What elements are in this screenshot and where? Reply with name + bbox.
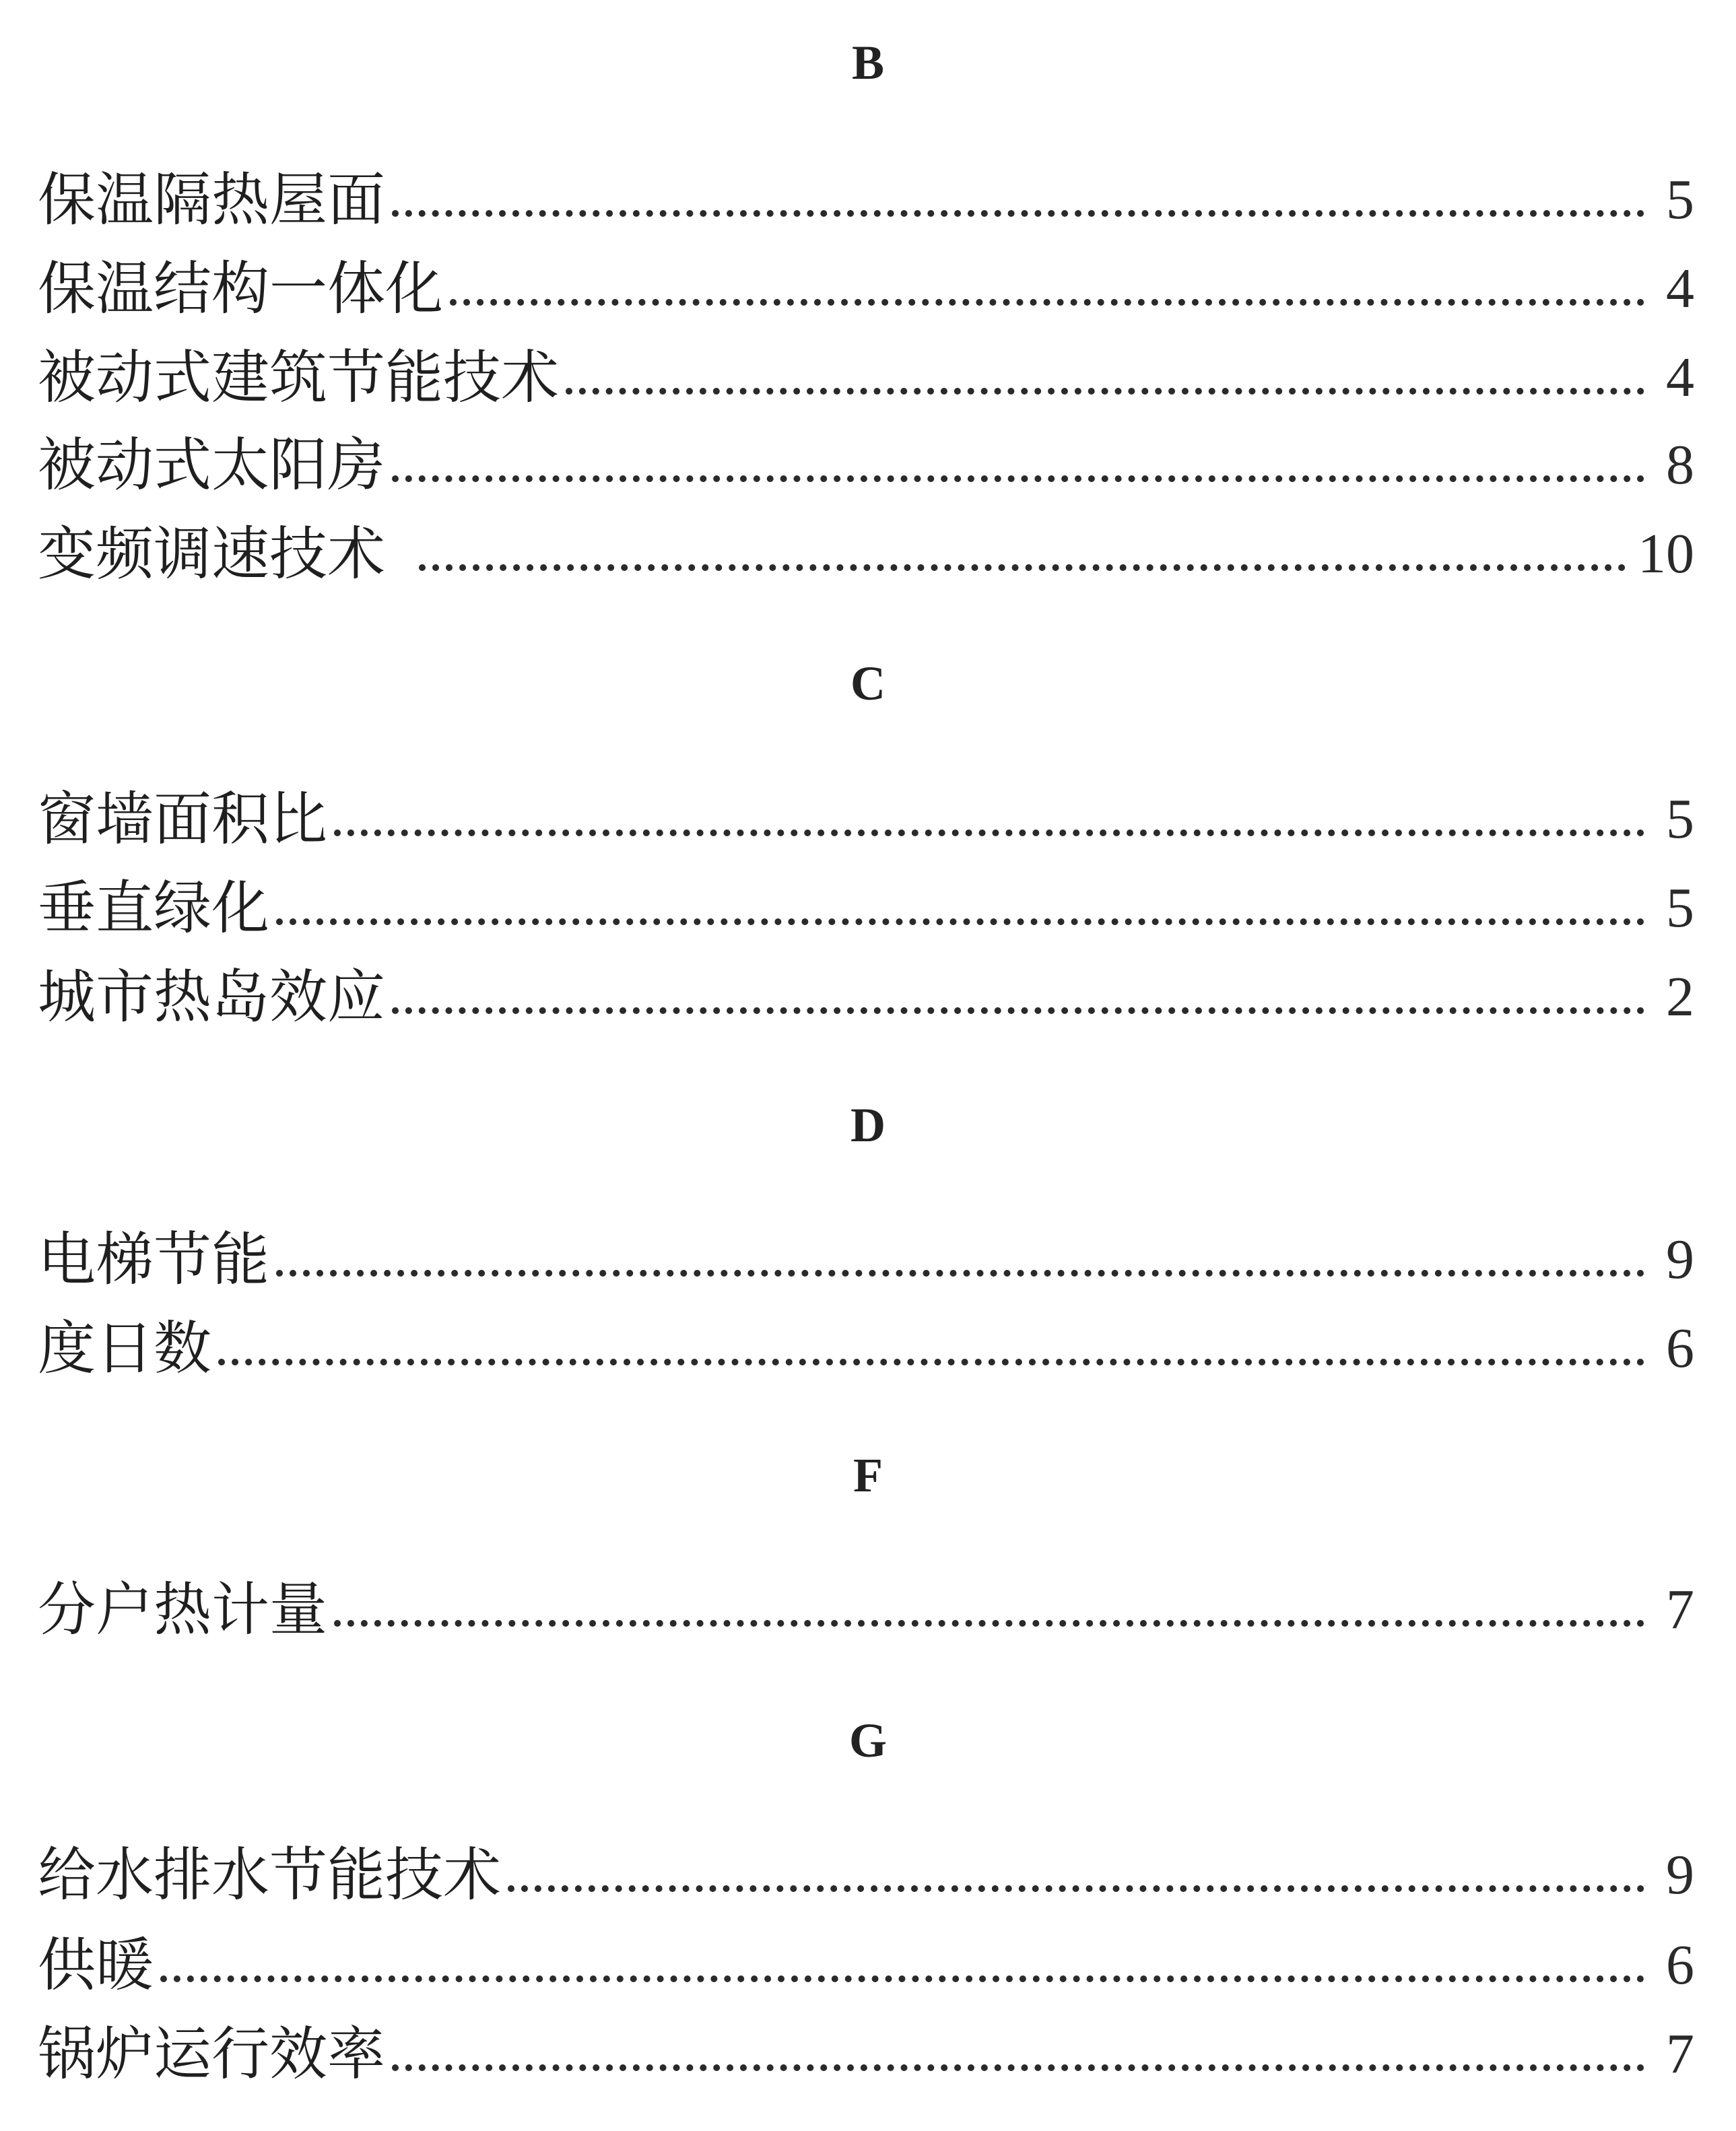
page-number: 6 xyxy=(1666,1934,1694,1996)
section-heading-b: B xyxy=(851,36,885,90)
section-heading-g: G xyxy=(848,1714,887,1767)
index-entry xyxy=(38,156,1694,237)
dot-leader xyxy=(334,830,1644,836)
page-number: 5 xyxy=(1666,168,1694,231)
index-term: 电梯节能 xyxy=(38,1226,269,1293)
section-heading-c: C xyxy=(850,656,886,710)
index-entry xyxy=(38,776,1694,856)
dot-leader xyxy=(392,475,1644,482)
page-number: 2 xyxy=(1666,966,1694,1028)
index-entry xyxy=(38,1922,1694,2002)
page-number: 9 xyxy=(1666,1844,1694,1906)
dot-leader xyxy=(508,1885,1644,1892)
index-entry xyxy=(38,1831,1694,1912)
dot-leader xyxy=(566,388,1644,395)
dot-leader xyxy=(419,564,1626,571)
index-entry xyxy=(38,1216,1694,1297)
section-heading-f: F xyxy=(853,1448,883,1502)
index-term: 给水排水节能技术 xyxy=(38,1841,501,1909)
page-number: 6 xyxy=(1666,1317,1694,1380)
index-term: 度日数 xyxy=(38,1315,211,1382)
index-entry xyxy=(38,510,1694,591)
index-term: 锅炉运行效率 xyxy=(38,2021,385,2088)
index-term: 垂直绿化 xyxy=(38,875,269,942)
page-number: 5 xyxy=(1666,788,1694,850)
index-entry xyxy=(38,245,1694,326)
page-number: 10 xyxy=(1638,522,1694,585)
index-term: 分户热计量 xyxy=(38,1576,327,1644)
page-number: 8 xyxy=(1666,434,1694,496)
index-entry xyxy=(38,1566,1694,1647)
dot-leader xyxy=(276,1270,1644,1277)
index-entry xyxy=(38,865,1694,945)
section-heading-d: D xyxy=(850,1098,886,1152)
index-term: 城市热岛效应 xyxy=(38,963,385,1031)
dot-leader xyxy=(392,2064,1644,2071)
index-entry xyxy=(38,953,1694,1034)
index-entry xyxy=(38,421,1694,502)
page-number: 9 xyxy=(1666,1228,1694,1291)
dot-leader xyxy=(450,299,1644,306)
dot-leader xyxy=(276,918,1644,925)
index-term: 供暖 xyxy=(38,1932,154,1999)
index-term: 被动式太阳房 xyxy=(38,432,385,499)
index-term: 保温隔热屋面 xyxy=(38,166,385,234)
page-number: 7 xyxy=(1666,2023,1694,2085)
page-number: 5 xyxy=(1666,877,1694,939)
index-term: 变频调速技术 xyxy=(38,520,385,588)
page-number: 4 xyxy=(1666,257,1694,320)
index-entry xyxy=(38,334,1694,415)
page-number: 7 xyxy=(1666,1578,1694,1641)
dot-leader xyxy=(334,1620,1644,1627)
index-term: 保温结构一体化 xyxy=(38,255,443,323)
index-term: 窗墙面积比 xyxy=(38,786,327,853)
dot-leader xyxy=(218,1359,1644,1365)
index-entry xyxy=(38,1305,1694,1386)
page-number: 4 xyxy=(1666,346,1694,409)
dot-leader xyxy=(160,1975,1644,1982)
dot-leader xyxy=(392,210,1644,217)
index-entry xyxy=(38,2010,1694,2091)
index-term: 被动式建筑节能技术 xyxy=(38,344,559,411)
dot-leader xyxy=(392,1007,1644,1014)
